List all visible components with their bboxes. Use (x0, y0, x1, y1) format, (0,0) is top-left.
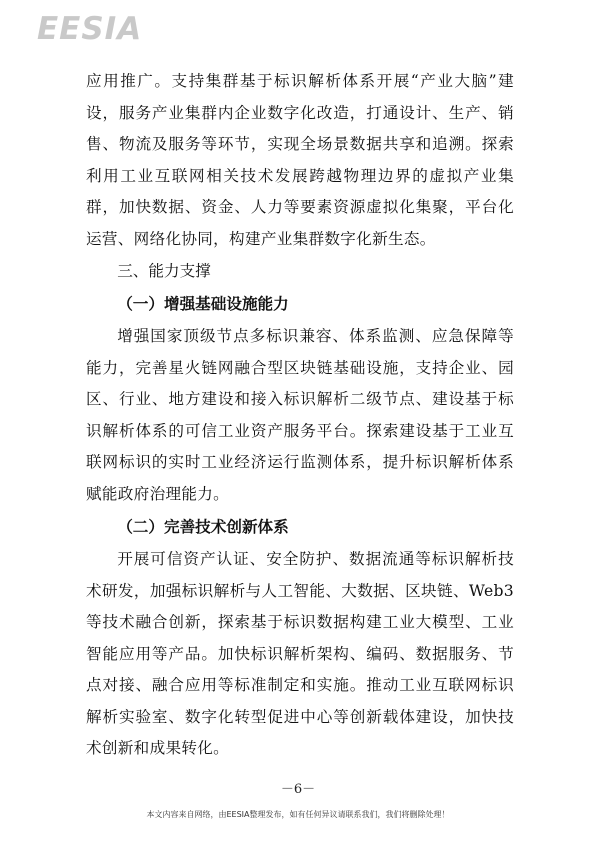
intro-paragraph: 应用推广。支持集群基于标识解析体系开展“产业大脑”建设，服务产业集群内企业数字化改造，打通设计、生产、销售、物流及服务等环节，实现全场景数据共享和追溯。探索利用工业互联网相关技术发展跨越物理边界的虚拟产业集群，加快数据、资金、人力等要素资源虚拟化集聚，平台化运营、网络化协同，构建产业集群数字化新生态。 (86, 72, 514, 248)
subsection-paragraph-1: 增强国家顶级节点多标识兼容、体系监测、应急保障等能力，完善星火链网融合型区块链基础设施，支持企业、园区、行业、地方建设和接入标识解析二级节点、建设基于标识解析体系的可信工业资产服务平台。探索建设基于工业互联网标识的实时工业经济运行监测体系，提升标识解析体系赋能政府治理能力。 (86, 327, 514, 503)
subsection-heading-1: （一）增强基础设施能力 (117, 294, 289, 313)
subsection-paragraph-2: 开展可信资产认证、安全防护、数据流通等标识解析技术研发，加强标识解析与人工智能、大数据、区块链、Web3等技术融合创新，探索基于标识数据构建工业大模型、工业智能应用等产品。加快标识解析架构、编码、数据服务、节点对接、融合应用等标准制定和实施。推动工业互联网标识解析实验室、数字化转型促进中心等创新载体建设，加快技术创新和成果转化。 (86, 550, 514, 757)
footer-disclaimer: 本文内容来自网络，由EESIA整理发布，如有任何异议请联系我们，我们将删除处理！ (146, 810, 450, 819)
document-body (86, 66, 514, 765)
subsection-heading-2: （二）完善技术创新体系 (117, 517, 289, 536)
page-number: －6－ (280, 782, 316, 797)
section-heading: 三、能力支撑 (117, 262, 211, 280)
eesia-logo: EESIA (37, 11, 143, 47)
